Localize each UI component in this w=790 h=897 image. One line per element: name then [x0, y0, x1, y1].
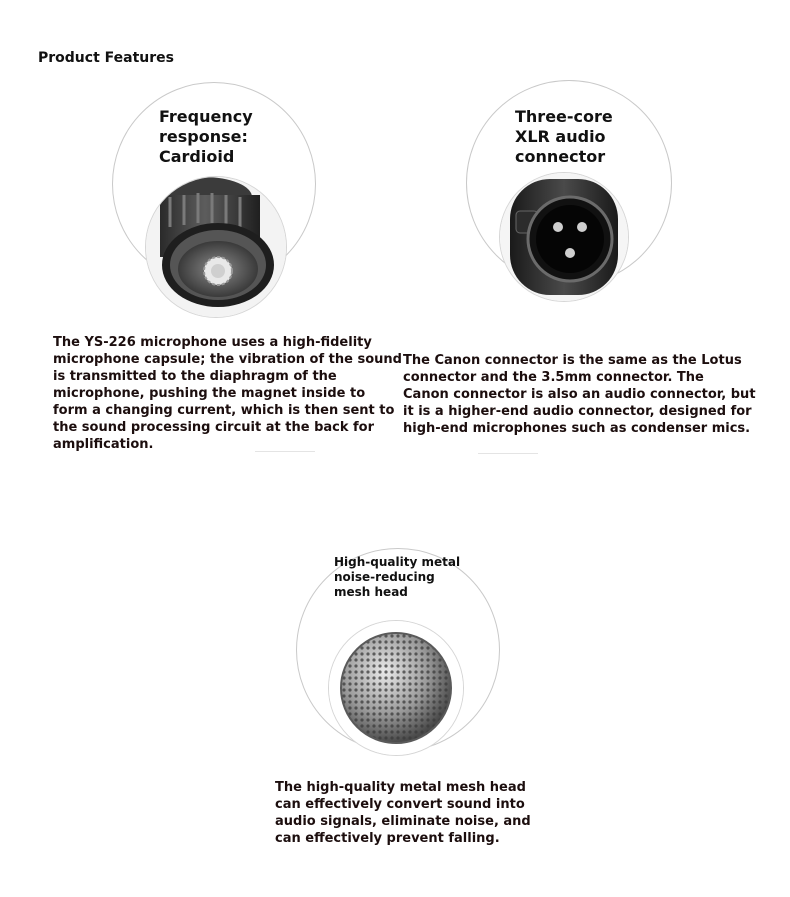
feature-capsule-label: Frequency response: Cardioid [159, 107, 253, 166]
microphone-capsule-icon [145, 176, 287, 318]
feature-mesh-description: The high-quality metal mesh head can effectively convert sound into audio signals, eliminate noise, and can effectively prevent falling. [275, 780, 531, 846]
feature-capsule-description: The YS-226 microphone uses a high-fidelity microphone capsule; the vibration of the sound is transmitted to the diaphragm of the microphone, pushing the magnet inside to form a changing current, which is then sent to the sound processing circuit at the back for amplification. [53, 335, 402, 452]
page-heading: Product Features [38, 50, 174, 66]
feature-mesh-label: High-quality metal noise-reducing mesh head [334, 555, 461, 599]
mesh-head-icon [328, 620, 464, 756]
divider [478, 453, 538, 454]
divider [255, 451, 315, 452]
feature-xlr-label: Three-core XLR audio connector [515, 107, 613, 166]
xlr-connector-icon [499, 172, 629, 302]
feature-xlr-description: The Canon connector is the same as the Lotus connector and the 3.5mm connector. The Canon connector is also an audio connector, but it is a higher-end audio connector, designed for high-end microphones such as condenser mics. [403, 353, 756, 436]
